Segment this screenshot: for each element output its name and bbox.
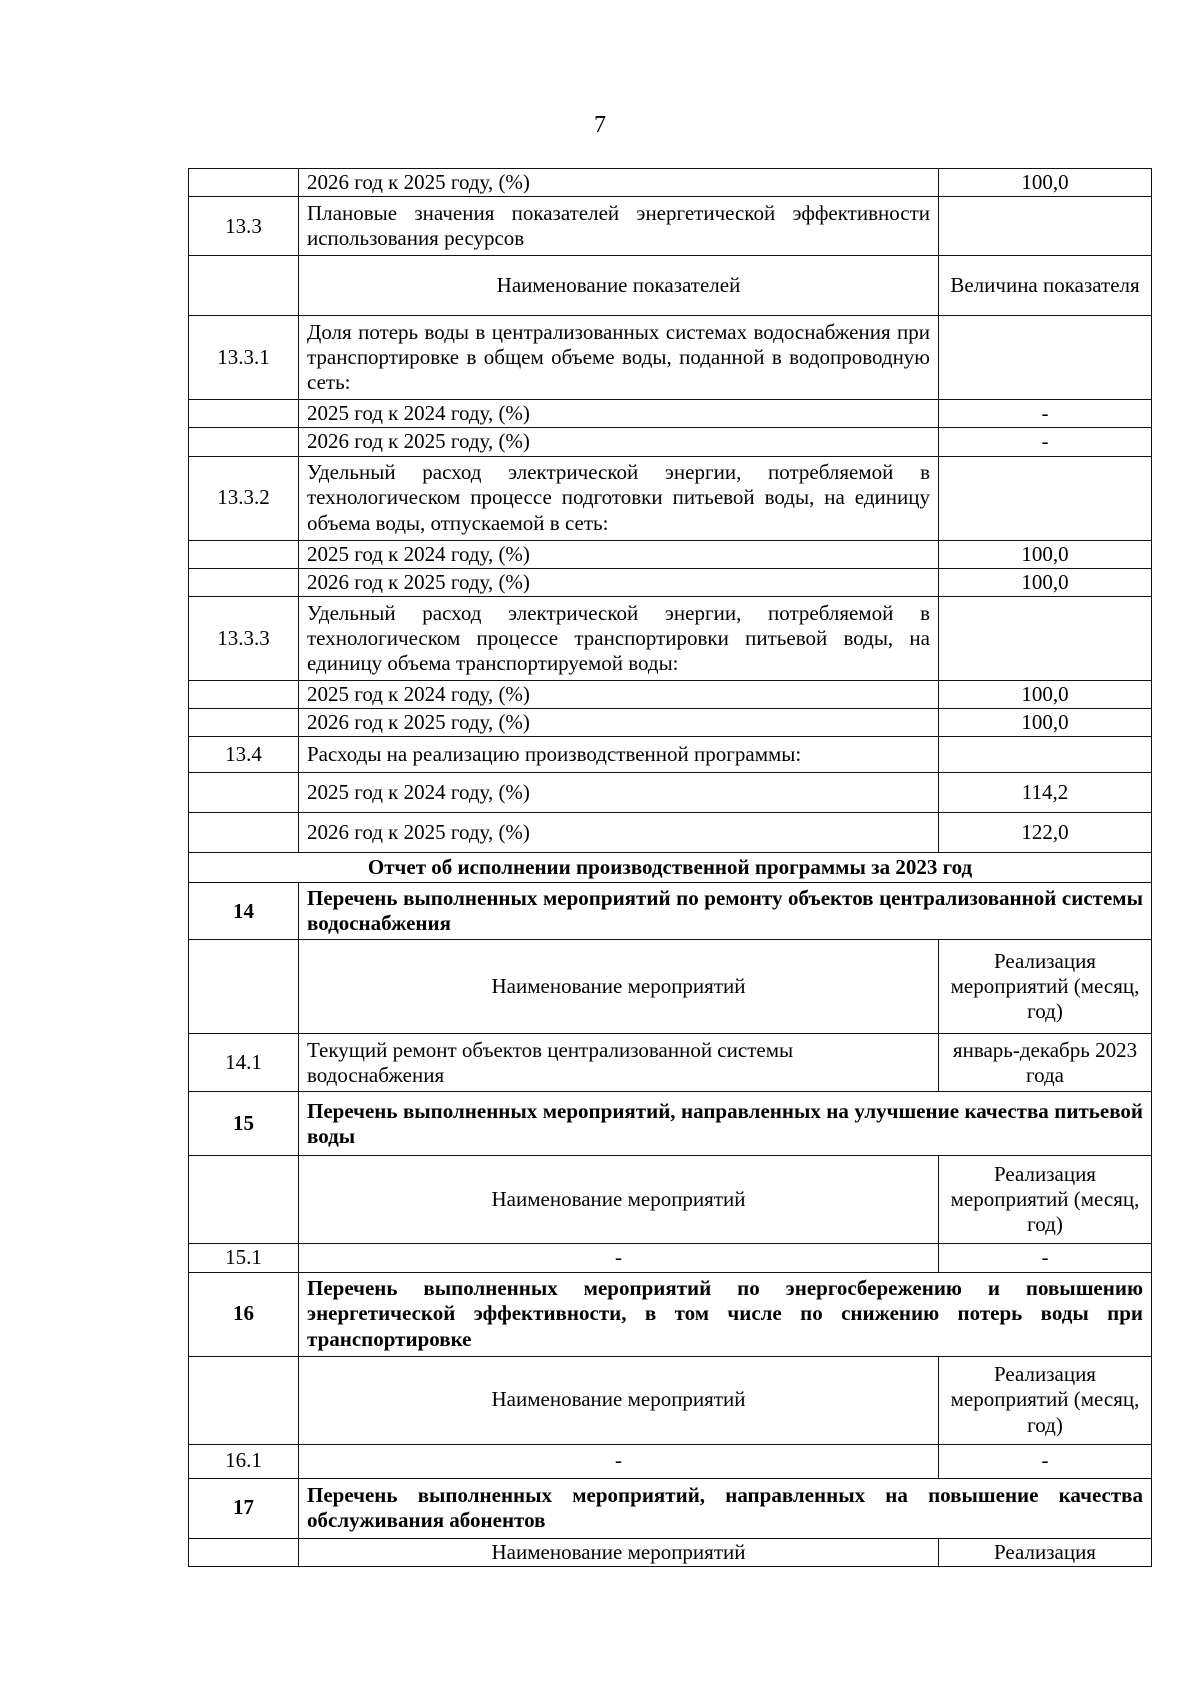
row-number-cell: 17 <box>189 1478 299 1538</box>
table-row <box>189 400 1152 428</box>
indicator-value-cell <box>939 456 1152 540</box>
row-number-cell: 13.4 <box>189 737 299 773</box>
table-row <box>189 813 1152 853</box>
table-row <box>189 1092 1152 1156</box>
indicator-name-cell: 2025 год к 2024 году, (%) <box>299 773 939 813</box>
indicator-name-cell: Доля потерь воды в централизованных системах водоснабжения при транспортировке в общем объеме воды, поданной в водопроводную сеть: <box>299 316 939 400</box>
section-heading-cell: Перечень выполненных мероприятий по энергосбережению и повышению энергетической эффективности, в том числе по снижению потерь воды при транспортировке <box>299 1272 1152 1356</box>
table-row <box>189 709 1152 737</box>
row-number-cell <box>189 1538 299 1566</box>
row-number-cell <box>189 773 299 813</box>
indicator-name-cell: Удельный расход электрической энергии, потребляемой в технологическом процессе транспортировки питьевой воды, на единицу объема транспортируемой воды: <box>299 596 939 680</box>
table-row <box>189 1034 1152 1092</box>
table-row <box>189 1478 1152 1538</box>
indicator-name-cell: Плановые значения показателей энергетической эффективности использования ресурсов <box>299 197 939 256</box>
table-row <box>189 256 1152 316</box>
indicator-value-cell: 100,0 <box>939 709 1152 737</box>
table-row <box>189 1156 1152 1244</box>
row-number-cell: 13.3 <box>189 197 299 256</box>
row-number-cell: 13.3.3 <box>189 596 299 680</box>
row-number-cell: 15 <box>189 1092 299 1156</box>
column-header-name: Наименование мероприятий <box>299 940 939 1034</box>
indicator-name-cell: Текущий ремонт объектов централизованной системы водоснабжения <box>299 1034 939 1092</box>
row-number-cell <box>189 813 299 853</box>
indicator-name-cell: 2026 год к 2025 году, (%) <box>299 813 939 853</box>
production-program-table <box>188 168 1152 1567</box>
indicator-name-cell: 2026 год к 2025 году, (%) <box>299 169 939 197</box>
indicator-name-cell: 2026 год к 2025 году, (%) <box>299 428 939 456</box>
table-row <box>189 316 1152 400</box>
indicator-value-cell <box>939 737 1152 773</box>
indicator-value-cell <box>939 197 1152 256</box>
indicator-value-cell: - <box>939 400 1152 428</box>
section-heading-cell: Перечень выполненных мероприятий, направленных на улучшение качества питьевой воды <box>299 1092 1152 1156</box>
indicator-value-cell <box>939 596 1152 680</box>
indicator-value-cell: январь-декабрь 2023 года <box>939 1034 1152 1092</box>
indicator-name-cell: 2025 год к 2024 году, (%) <box>299 540 939 568</box>
measure-name-cell: - <box>299 1244 939 1272</box>
row-number-cell <box>189 568 299 596</box>
table-row <box>189 568 1152 596</box>
indicator-name-cell: 2025 год к 2024 году, (%) <box>299 680 939 708</box>
table-row <box>189 596 1152 680</box>
measure-value-cell: - <box>939 1244 1152 1272</box>
section-title-cell: Отчет об исполнении производственной программы за 2023 год <box>189 853 1152 883</box>
row-number-cell <box>189 709 299 737</box>
table-row <box>189 1244 1152 1272</box>
row-number-cell: 13.3.1 <box>189 316 299 400</box>
section-heading-cell: Перечень выполненных мероприятий, направленных на повышение качества обслуживания абонентов <box>299 1478 1152 1538</box>
table-row <box>189 1356 1152 1444</box>
row-number-cell: 16 <box>189 1272 299 1356</box>
column-header-name: Наименование показателей <box>299 256 939 316</box>
section-heading-cell: Перечень выполненных мероприятий по ремонту объектов централизованной системы водоснабжения <box>299 883 1152 940</box>
table-row <box>189 940 1152 1034</box>
row-number-cell: 13.3.2 <box>189 456 299 540</box>
indicator-value-cell <box>939 316 1152 400</box>
table-row <box>189 1444 1152 1478</box>
row-number-cell <box>189 256 299 316</box>
indicator-value-cell: - <box>939 428 1152 456</box>
table-row <box>189 883 1152 940</box>
row-number-cell <box>189 1356 299 1444</box>
column-header-value: Величина показателя <box>939 256 1152 316</box>
table-row <box>189 1538 1152 1566</box>
indicator-value-cell: 122,0 <box>939 813 1152 853</box>
table-row <box>189 773 1152 813</box>
page-number: 7 <box>594 112 606 138</box>
indicator-value-cell: 114,2 <box>939 773 1152 813</box>
table-row <box>189 737 1152 773</box>
row-number-cell <box>189 680 299 708</box>
row-number-cell: 15.1 <box>189 1244 299 1272</box>
table-row <box>189 853 1152 883</box>
indicator-value-cell: 100,0 <box>939 169 1152 197</box>
row-number-cell: 14 <box>189 883 299 940</box>
row-number-cell <box>189 1156 299 1244</box>
column-header-name: Наименование мероприятий <box>299 1538 939 1566</box>
table-body <box>189 169 1152 1567</box>
row-number-cell <box>189 940 299 1034</box>
measure-value-cell: - <box>939 1444 1152 1478</box>
column-header-value: Реализация мероприятий (месяц, год) <box>939 1356 1152 1444</box>
column-header-name: Наименование мероприятий <box>299 1356 939 1444</box>
table-row <box>189 540 1152 568</box>
table-row <box>189 197 1152 256</box>
indicator-name-cell: 2026 год к 2025 году, (%) <box>299 568 939 596</box>
indicator-name-cell: Удельный расход электрической энергии, потребляемой в технологическом процессе подготовки питьевой воды, на единицу объема воды, отпускаемой в сеть: <box>299 456 939 540</box>
measure-name-cell: - <box>299 1444 939 1478</box>
row-number-cell <box>189 400 299 428</box>
table-row <box>189 428 1152 456</box>
row-number-cell <box>189 169 299 197</box>
column-header-name: Наименование мероприятий <box>299 1156 939 1244</box>
column-header-value: Реализация <box>939 1538 1152 1566</box>
column-header-value: Реализация мероприятий (месяц, год) <box>939 1156 1152 1244</box>
indicator-value-cell: 100,0 <box>939 540 1152 568</box>
row-number-cell <box>189 428 299 456</box>
indicator-name-cell: 2026 год к 2025 году, (%) <box>299 709 939 737</box>
indicator-value-cell: 100,0 <box>939 680 1152 708</box>
table-row <box>189 169 1152 197</box>
indicator-value-cell: 100,0 <box>939 568 1152 596</box>
row-number-cell <box>189 540 299 568</box>
table-row <box>189 680 1152 708</box>
indicator-name-cell: Расходы на реализацию производственной программы: <box>299 737 939 773</box>
row-number-cell: 16.1 <box>189 1444 299 1478</box>
indicator-name-cell: 2025 год к 2024 году, (%) <box>299 400 939 428</box>
column-header-value: Реализация мероприятий (месяц, год) <box>939 940 1152 1034</box>
row-number-cell: 14.1 <box>189 1034 299 1092</box>
table-row <box>189 1272 1152 1356</box>
table-row <box>189 456 1152 540</box>
